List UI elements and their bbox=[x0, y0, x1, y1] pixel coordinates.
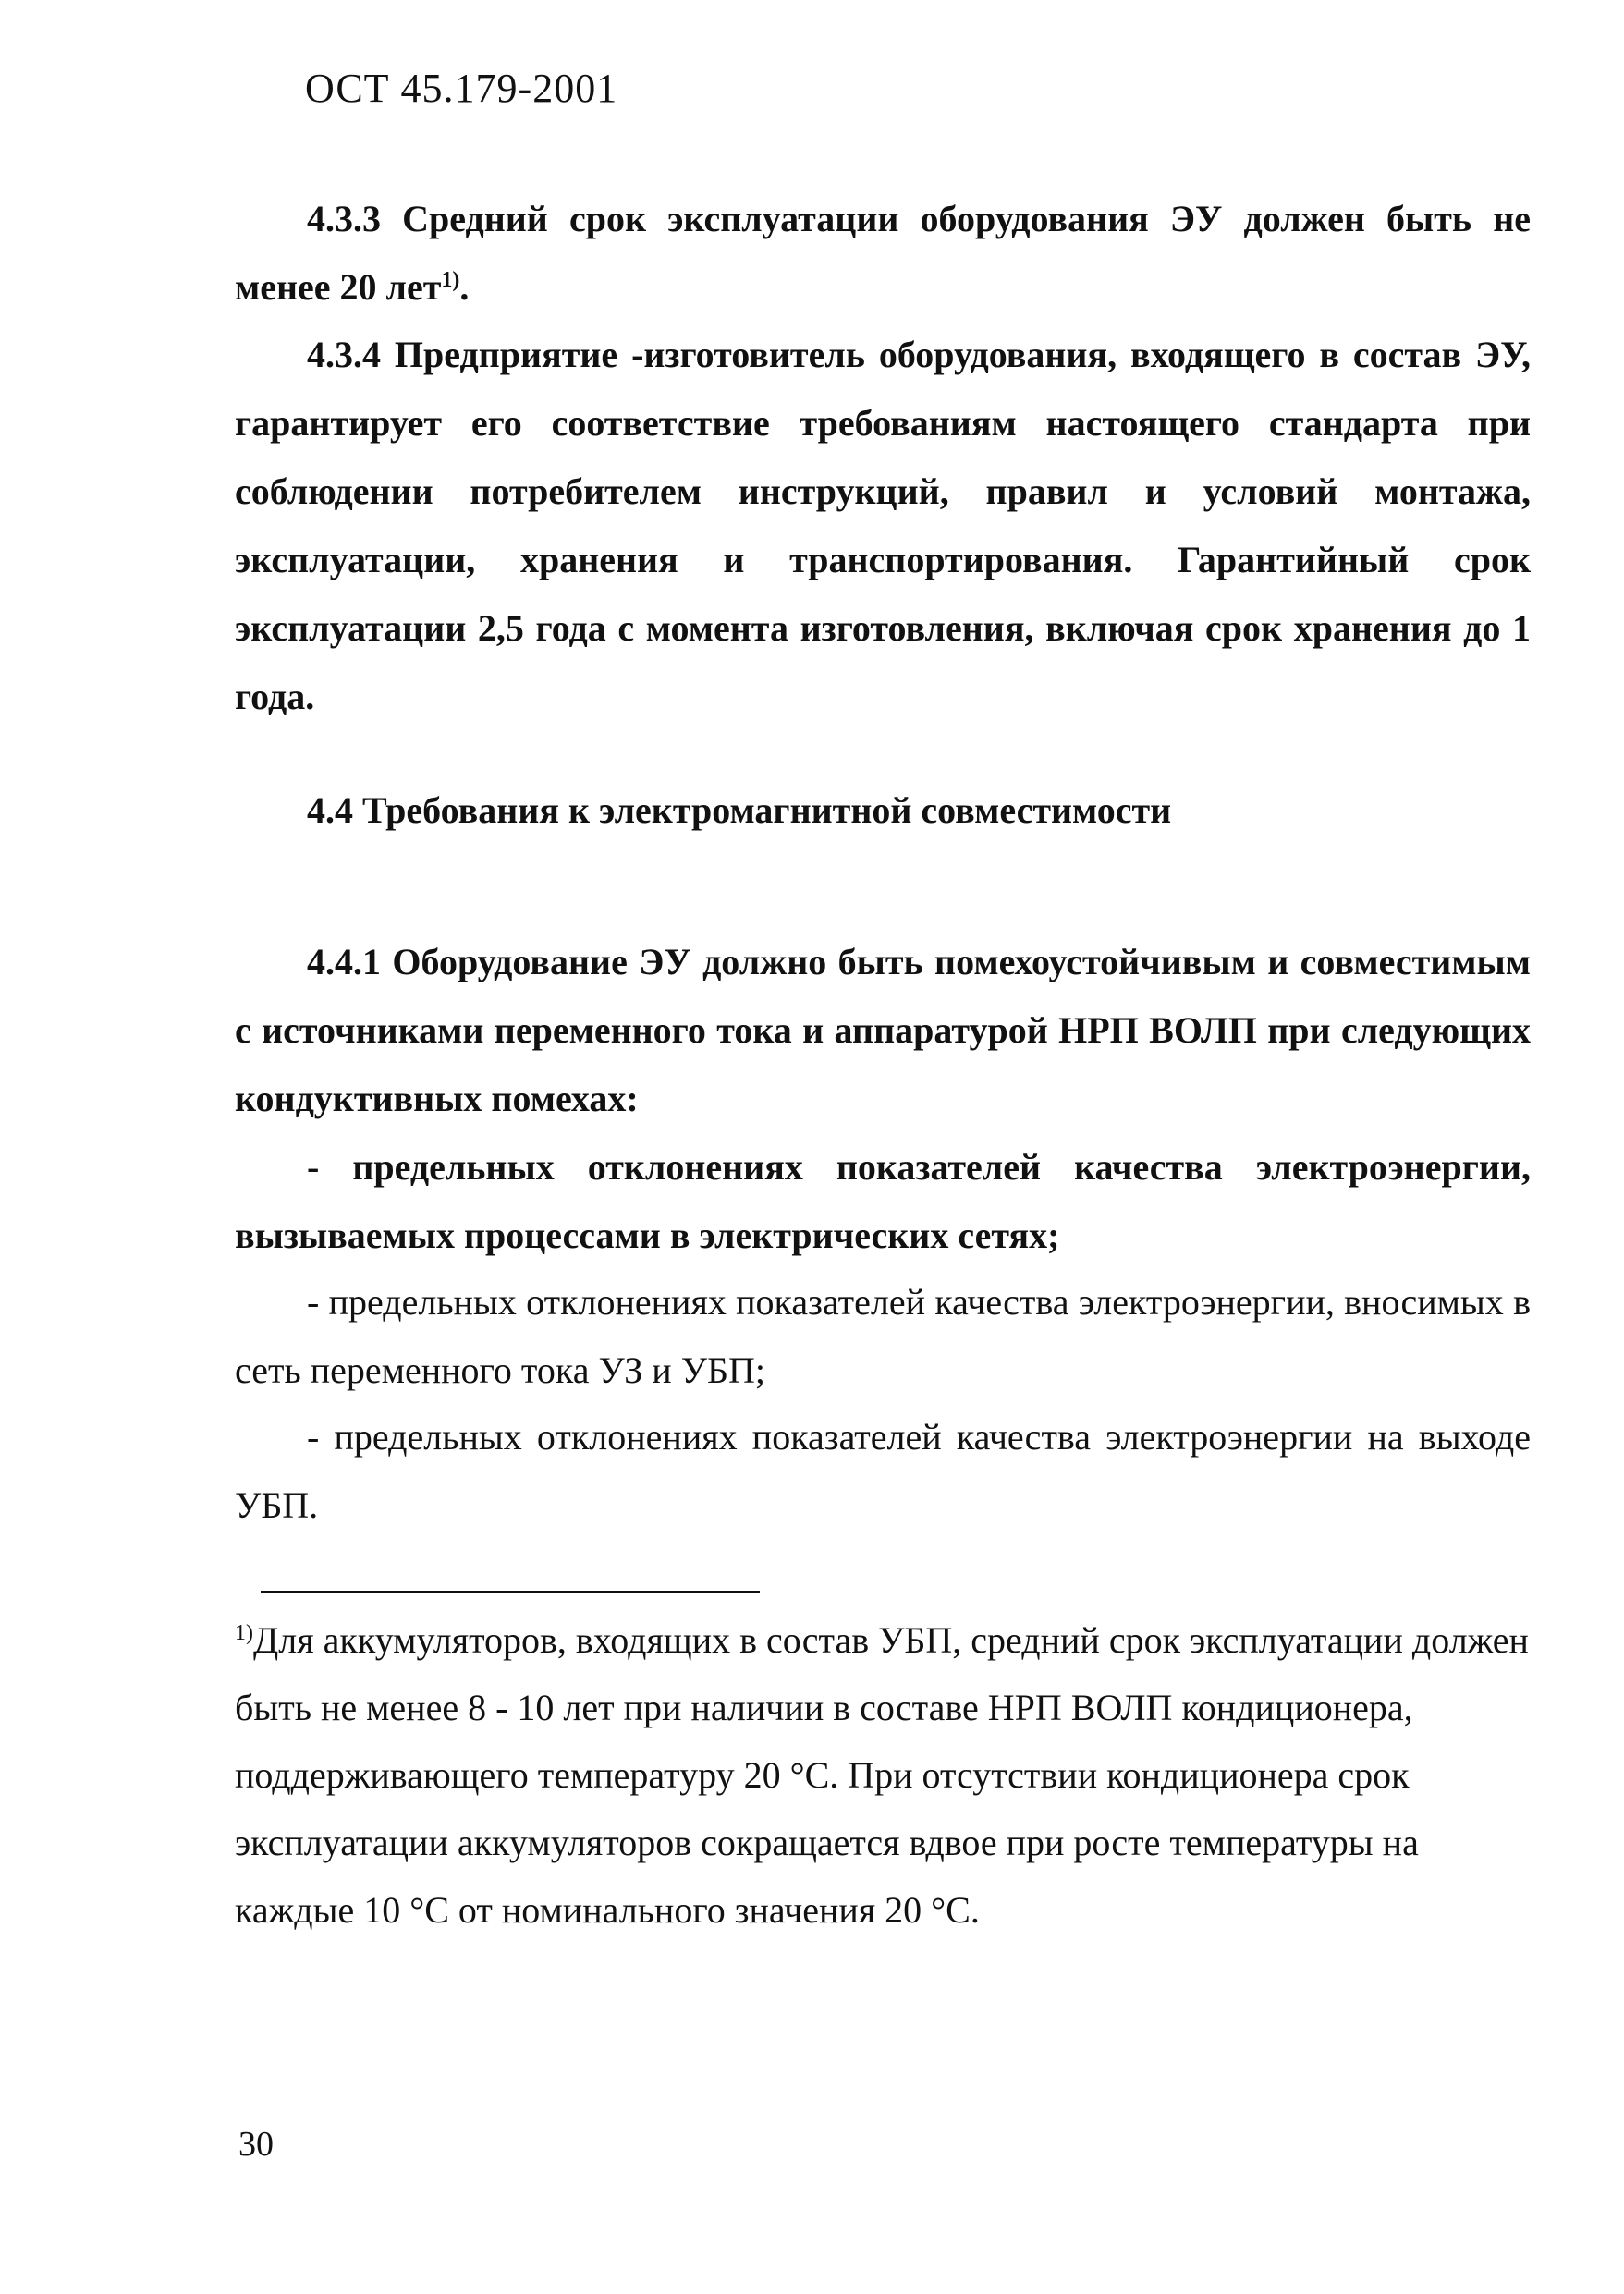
document-code: ОСТ 45.179-2001 bbox=[305, 66, 618, 111]
section-heading-4-4: 4.4 Требования к электромагнитной совместимости bbox=[307, 789, 1172, 831]
paragraph-4-3-3 bbox=[235, 185, 1531, 322]
paragraph-4-3-4: 4.3.4 Предприятие -изготовитель оборудования, входящего в состав ЭУ, гарантирует его соответствие требованиям настоящего стандарта при соблюдении потребителем инструкций, правил и условий монтажа, эксплуатации, хранения и транспортирования. Гарантийный срок эксплуатации 2,5 года с момента изготовления, включая срок хранения до 1 года. bbox=[235, 334, 1531, 717]
list-item-deviation-networks: - предельных отклонениях показателей качества электроэнергии, вызываемых процессами в электрических сетях; bbox=[235, 1146, 1531, 1256]
footnote-reference: 1) bbox=[441, 268, 460, 292]
list-item-deviation-uz-ubp: - предельных отклонениях показателей качества электроэнергии, вносимых в сеть переменного тока УЗ и УБП; bbox=[235, 1281, 1531, 1391]
paragraph-4-4-1: 4.4.1 Оборудование ЭУ должно быть помехоустойчивым и совместимым с источниками переменного тока и аппаратурой НРП ВОЛП при следующих кондуктивных помехах: bbox=[235, 941, 1531, 1119]
footnote bbox=[235, 1606, 1531, 1944]
footnote-divider bbox=[261, 1591, 760, 1593]
list-item-deviation-ubp-output: - предельных отклонениях показателей качества электроэнергии на выходе УБП. bbox=[235, 1416, 1531, 1526]
paragraph-4-3-3-text: 4.3.3 Средний срок эксплуатации оборудования ЭУ должен быть не менее 20 лет bbox=[235, 198, 1531, 308]
page-number: 30 bbox=[238, 2125, 274, 2164]
paragraph-4-3-3-trail: . bbox=[459, 266, 470, 308]
footnote-mark: 1) bbox=[235, 1621, 253, 1645]
footnote-text: Для аккумуляторов, входящих в состав УБП, средний срок эксплуатации должен быть не менее 8 - 10 лет при наличии в составе НРП ВОЛП кондиционера, поддерживающего температуру 20 °С. При отсутствии кондиционера срок эксплуатации аккумуляторов сокращается вдвое при росте температуры на каждые 10 °С от номинального значения 20 °С. bbox=[235, 1619, 1529, 1931]
